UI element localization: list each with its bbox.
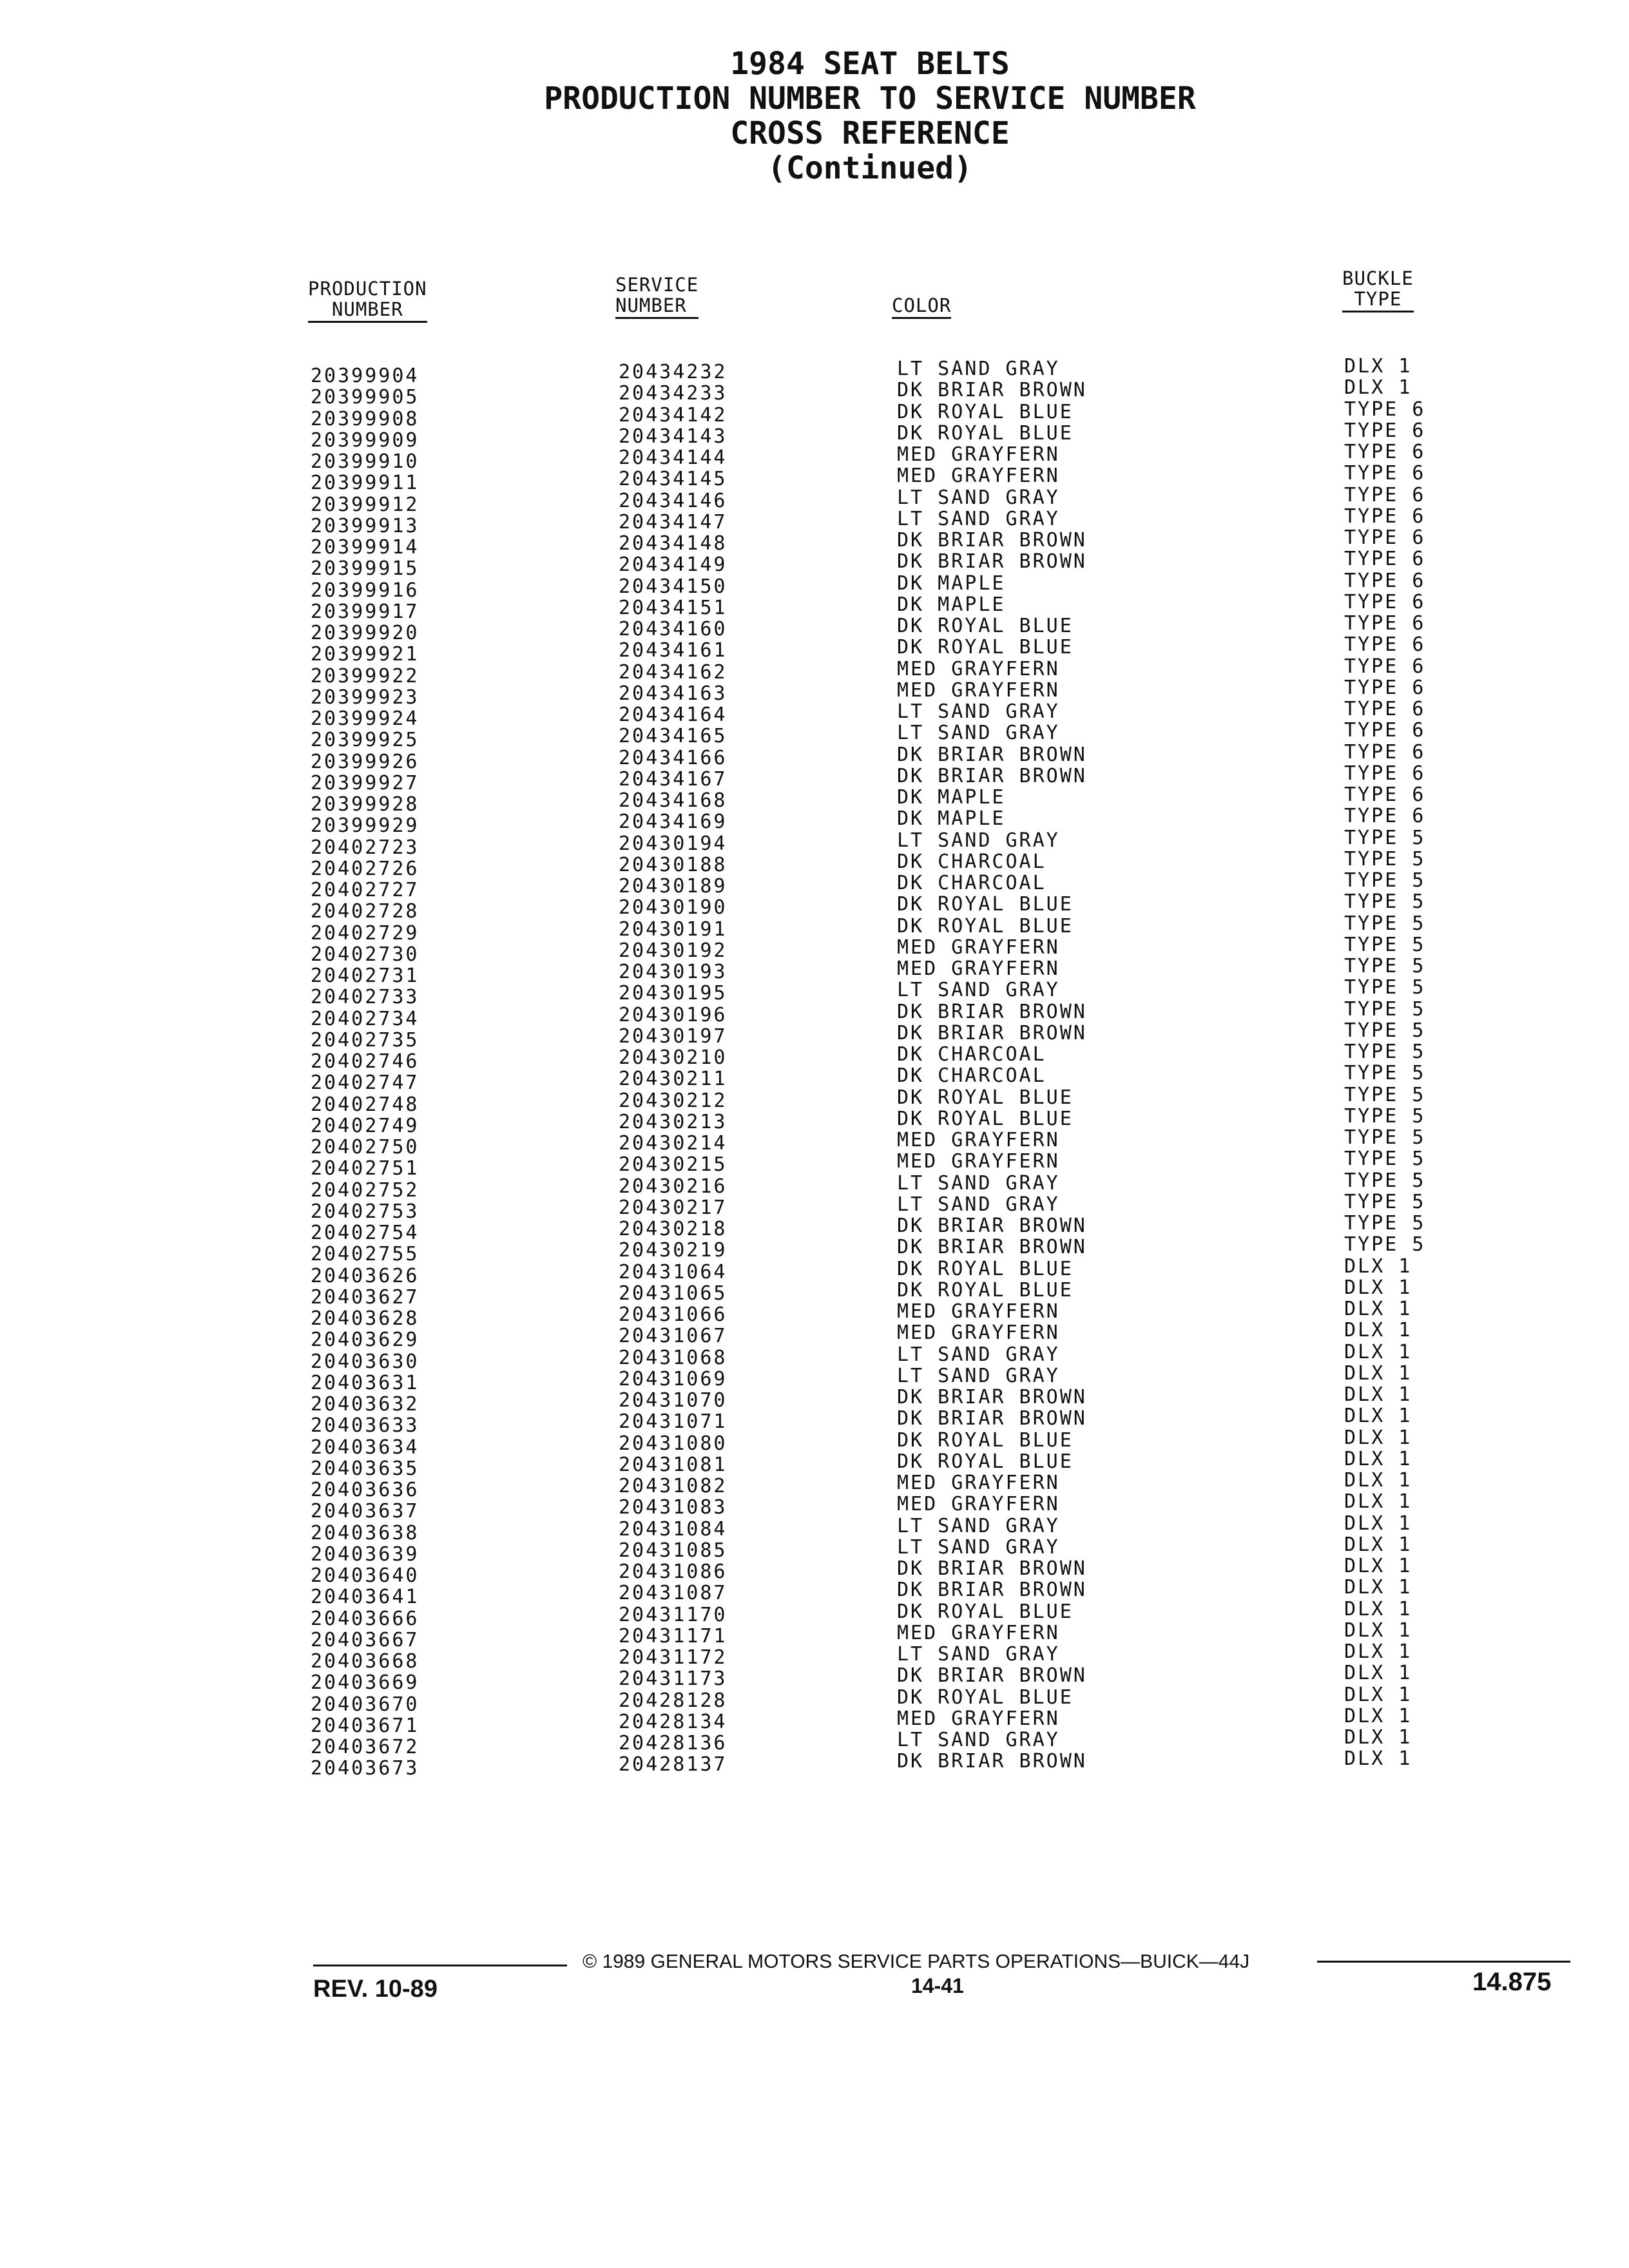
header-production-line-2: NUMBER (331, 298, 403, 320)
buckle-type-cell: DLX 1 (1344, 1683, 1412, 1706)
buckle-type-cell: TYPE 5 (1344, 847, 1426, 870)
color-cell: MED GRAYFERN (897, 936, 1060, 959)
color-cell: DK ROYAL BLUE (897, 615, 1074, 637)
color-cell: DK BRIAR BROWN (897, 1000, 1087, 1023)
service-number-cell: 20430213 (619, 1110, 728, 1133)
service-number-cell: 20430188 (619, 853, 728, 876)
color-cell: DK BRIAR BROWN (897, 1750, 1087, 1773)
color-cell: DK BRIAR BROWN (897, 1021, 1087, 1044)
production-number-cell: 20399904 (311, 365, 419, 387)
production-number-cell: 20399925 (311, 729, 419, 752)
production-number-cell: 20403632 (311, 1393, 419, 1416)
service-number-cell: 20430195 (619, 982, 728, 1005)
production-number-cell: 20402753 (311, 1200, 419, 1223)
buckle-type-cell: DLX 1 (1344, 1555, 1412, 1577)
service-number-cell: 20431067 (619, 1325, 728, 1348)
color-cell: MED GRAYFERN (897, 657, 1060, 680)
buckle-type-cell: TYPE 6 (1344, 676, 1426, 699)
production-number-cell: 20403631 (311, 1371, 419, 1394)
production-number-cell: 20403669 (311, 1671, 419, 1695)
production-number-cell: 20403639 (311, 1542, 419, 1566)
buckle-type-cell: DLX 1 (1344, 1361, 1412, 1385)
color-cell: LT SAND GRAY (897, 507, 1060, 530)
production-number-cell: 20403641 (311, 1586, 419, 1609)
service-number-cell: 20431084 (619, 1517, 728, 1541)
color-cell: LT SAND GRAY (897, 1171, 1060, 1195)
production-number-cell: 20399911 (311, 472, 419, 495)
buckle-type-cell: TYPE 5 (1344, 1169, 1426, 1192)
buckle-type-cell: TYPE 6 (1344, 590, 1426, 613)
color-cell: DK ROYAL BLUE (897, 914, 1074, 937)
title-line-4: (Continued) (767, 150, 972, 186)
production-number-cell: 20403671 (311, 1714, 419, 1737)
header-buckle-type (1342, 268, 1414, 312)
buckle-type-cell: DLX 1 (1344, 355, 1412, 378)
buckle-type-cell: TYPE 6 (1344, 655, 1426, 678)
production-number-cell: 20399914 (311, 536, 419, 559)
buckle-type-cell: DLX 1 (1344, 1276, 1412, 1299)
color-cell: DK MAPLE (897, 807, 1006, 831)
buckle-type-cell: DLX 1 (1344, 1254, 1412, 1278)
production-number-cell: 20403633 (311, 1414, 419, 1437)
color-cell: DK ROYAL BLUE (897, 636, 1074, 659)
buckle-type-cell: TYPE 6 (1344, 462, 1426, 485)
buckle-type-cell: TYPE 6 (1344, 805, 1426, 828)
service-number-cell: 20430219 (619, 1239, 728, 1262)
buckle-type-cell: TYPE 6 (1344, 526, 1426, 549)
color-cell: MED GRAYFERN (897, 1707, 1060, 1730)
production-number-cell: 20399921 (311, 643, 419, 666)
header-buckle-line-1: BUCKLE (1342, 267, 1414, 289)
header-underline (308, 321, 427, 323)
production-number-cell: 20402754 (311, 1222, 419, 1244)
color-cell: DK ROYAL BLUE (897, 400, 1074, 423)
buckle-type-cell: TYPE 6 (1344, 719, 1426, 742)
color-cell: DK ROYAL BLUE (897, 893, 1074, 916)
color-cell: DK BRIAR BROWN (897, 379, 1087, 402)
color-cell: DK CHARCOAL (897, 872, 1046, 894)
buckle-type-cell: DLX 1 (1344, 1533, 1412, 1556)
production-number-cell: 20402729 (311, 921, 419, 945)
service-number-cell: 20431172 (619, 1646, 728, 1669)
buckle-type-cell: TYPE 6 (1344, 548, 1426, 571)
buckle-type-cell: TYPE 5 (1344, 890, 1426, 914)
service-number-cell: 20430212 (619, 1089, 728, 1112)
production-number-cell: 20403634 (311, 1436, 419, 1459)
service-number-cell: 20434165 (619, 725, 728, 748)
production-number-cell: 20403672 (311, 1736, 419, 1758)
service-number-cell: 20430193 (619, 961, 728, 983)
production-number-cell: 20399905 (311, 386, 419, 409)
production-number-cell: 20403626 (311, 1264, 419, 1287)
service-number-cell: 20431086 (619, 1561, 728, 1583)
production-number-cell: 20403628 (311, 1307, 419, 1330)
color-column (897, 358, 1087, 1773)
service-number-cell: 20428134 (619, 1710, 728, 1733)
production-number-cell: 20402731 (311, 965, 419, 987)
buckle-type-cell: TYPE 5 (1344, 826, 1426, 849)
production-number-cell: 20399922 (311, 664, 419, 687)
header-underline (615, 317, 699, 319)
production-number-cell: 20402726 (311, 857, 419, 880)
service-number-cell: 20430197 (619, 1024, 728, 1048)
service-number-cell: 20430196 (619, 1003, 728, 1026)
copyright-notice: © 1989 GENERAL MOTORS SERVICE PARTS OPERATIONS—BUICK—44J (583, 1951, 1250, 1972)
color-cell: DK ROYAL BLUE (897, 421, 1074, 445)
production-number-cell: 20402727 (311, 879, 419, 901)
buckle-type-cell: DLX 1 (1344, 1747, 1412, 1771)
service-number-cell: 20430214 (619, 1132, 728, 1155)
footer-rule-right (1317, 1961, 1570, 1963)
color-cell: DK BRIAR BROWN (897, 529, 1087, 552)
production-number-cell: 20399916 (311, 579, 419, 602)
service-number-cell: 20430191 (619, 918, 728, 941)
header-underline (1342, 311, 1414, 312)
color-cell: MED GRAYFERN (897, 1150, 1060, 1173)
buckle-type-cell: DLX 1 (1344, 1619, 1412, 1642)
service-number-cell: 20430216 (619, 1175, 728, 1198)
service-number-cell: 20431087 (619, 1582, 728, 1605)
production-number-cell: 20399920 (311, 622, 419, 644)
buckle-type-cell: DLX 1 (1344, 1319, 1412, 1342)
service-number-cell: 20434160 (619, 618, 728, 640)
buckle-type-cell: TYPE 5 (1344, 1212, 1426, 1235)
service-number-cell: 20428137 (619, 1753, 728, 1776)
color-cell: MED GRAYFERN (897, 1621, 1060, 1644)
color-cell: DK ROYAL BLUE (897, 1450, 1074, 1473)
color-cell: DK BRIAR BROWN (897, 1407, 1087, 1430)
service-number-cell: 20434151 (619, 596, 728, 619)
production-number-cell: 20399912 (311, 493, 419, 516)
title-line-3: CROSS REFERENCE (730, 115, 1010, 151)
buckle-type-cell: TYPE 6 (1344, 633, 1426, 657)
service-number-cell: 20431080 (619, 1432, 728, 1455)
buckle-type-cell: TYPE 6 (1344, 762, 1426, 785)
buckle-type-cell: TYPE 5 (1344, 1041, 1426, 1063)
buckle-type-cell: DLX 1 (1344, 1512, 1412, 1535)
production-number-cell: 20403670 (311, 1693, 419, 1716)
buckle-type-cell: DLX 1 (1344, 1447, 1412, 1470)
service-number-cell: 20430211 (619, 1068, 728, 1091)
header-production-line-1: PRODUCTION (308, 278, 427, 300)
buckle-type-cell: TYPE 5 (1344, 1148, 1426, 1171)
color-cell: LT SAND GRAY (897, 1535, 1060, 1559)
buckle-type-cell: TYPE 5 (1344, 1190, 1426, 1213)
color-cell: MED GRAYFERN (897, 1129, 1060, 1151)
production-number-cell: 20402748 (311, 1093, 419, 1116)
header-service-line-1: SERVICE (615, 274, 699, 296)
service-number-cell: 20430189 (619, 875, 728, 898)
production-number-cell: 20399910 (311, 450, 419, 473)
service-number-cell: 20430194 (619, 832, 728, 855)
production-number-cell: 20402730 (311, 943, 419, 966)
color-cell: MED GRAYFERN (897, 678, 1060, 702)
color-cell: LT SAND GRAY (897, 1643, 1060, 1666)
color-cell: LT SAND GRAY (897, 722, 1060, 745)
service-number-cell: 20431173 (619, 1667, 728, 1691)
revision-label: REV. 10-89 (313, 1975, 438, 2003)
buckle-type-cell: DLX 1 (1344, 1576, 1412, 1599)
service-number-cell: 20431065 (619, 1282, 728, 1305)
buckle-type-cell: TYPE 6 (1344, 612, 1426, 635)
production-number-cell: 20402735 (311, 1028, 419, 1052)
buckle-type-cell: TYPE 5 (1344, 1104, 1426, 1128)
service-number-cell: 20434150 (619, 575, 728, 598)
service-number-cell: 20434163 (619, 682, 728, 705)
buckle-type-cell: TYPE 6 (1344, 783, 1426, 806)
production-number-cell: 20399923 (311, 686, 419, 709)
production-number-cell: 20403635 (311, 1457, 419, 1480)
buckle-type-cell: TYPE 6 (1344, 505, 1426, 528)
buckle-type-cell: DLX 1 (1344, 1340, 1412, 1363)
color-cell: LT SAND GRAY (897, 979, 1060, 1002)
buckle-type-column (1344, 356, 1425, 1770)
color-cell: DK CHARCOAL (897, 1043, 1046, 1066)
service-number-cell: 20430217 (619, 1196, 728, 1219)
production-number-cell: 20399929 (311, 814, 419, 838)
buckle-type-cell: TYPE 6 (1344, 441, 1426, 463)
production-number-cell: 20403636 (311, 1479, 419, 1501)
color-cell: DK BRIAR BROWN (897, 550, 1087, 573)
buckle-type-cell: DLX 1 (1344, 1383, 1412, 1406)
page-number: 14-41 (911, 1974, 964, 1997)
buckle-type-cell: DLX 1 (1344, 376, 1412, 399)
buckle-type-cell: TYPE 6 (1344, 698, 1426, 720)
service-number-cell: 20431081 (619, 1453, 728, 1476)
color-cell: MED GRAYFERN (897, 1321, 1060, 1345)
service-number-cell: 20430215 (619, 1153, 728, 1177)
production-number-cell: 20403640 (311, 1564, 419, 1587)
header-color-label: COLOR (892, 294, 952, 316)
service-number-cell: 20434144 (619, 447, 728, 469)
production-number-column (311, 365, 419, 1780)
title-line-1: 1984 SEAT BELTS (730, 46, 1010, 82)
color-cell: DK BRIAR BROWN (897, 1386, 1087, 1408)
buckle-type-cell: TYPE 6 (1344, 398, 1426, 421)
service-number-cell: 20428136 (619, 1732, 728, 1754)
production-number-cell: 20399915 (311, 557, 419, 581)
service-number-cell: 20431082 (619, 1475, 728, 1497)
color-cell: LT SAND GRAY (897, 358, 1060, 380)
service-number-cell: 20431083 (619, 1496, 728, 1519)
buckle-type-cell: TYPE 5 (1344, 912, 1426, 935)
buckle-type-cell: TYPE 5 (1344, 933, 1426, 956)
buckle-type-cell: DLX 1 (1344, 1704, 1412, 1727)
header-buckle-line-2: TYPE (1354, 288, 1402, 310)
color-cell: DK BRIAR BROWN (897, 1557, 1087, 1580)
buckle-type-cell: TYPE 5 (1344, 1062, 1426, 1085)
buckle-type-cell: DLX 1 (1344, 1426, 1412, 1449)
service-number-cell: 20434166 (619, 746, 728, 769)
production-number-cell: 20399909 (311, 428, 419, 452)
service-number-cell: 20428128 (619, 1689, 728, 1712)
production-number-cell: 20402752 (311, 1178, 419, 1202)
service-number-cell: 20430192 (619, 939, 728, 962)
buckle-type-cell: TYPE 6 (1344, 419, 1426, 442)
color-cell: MED GRAYFERN (897, 1493, 1060, 1516)
buckle-type-cell: DLX 1 (1344, 1597, 1412, 1620)
header-color (892, 295, 951, 319)
service-number-cell: 20431170 (619, 1603, 728, 1626)
service-number-cell: 20434149 (619, 553, 728, 577)
service-number-cell: 20434168 (619, 789, 728, 812)
buckle-type-cell: TYPE 5 (1344, 1083, 1426, 1106)
service-number-cell: 20434147 (619, 510, 728, 533)
production-number-cell: 20399926 (311, 750, 419, 773)
color-cell: MED GRAYFERN (897, 1300, 1060, 1323)
color-cell: LT SAND GRAY (897, 700, 1060, 723)
header-service-line-2: NUMBER (615, 294, 687, 316)
production-number-cell: 20402746 (311, 1050, 419, 1073)
color-cell: DK ROYAL BLUE (897, 1278, 1074, 1302)
color-cell: LT SAND GRAY (897, 829, 1060, 852)
color-cell: LT SAND GRAY (897, 486, 1060, 509)
service-number-cell: 20434167 (619, 767, 728, 791)
service-number-cell: 20434233 (619, 382, 728, 405)
service-number-cell: 20431069 (619, 1367, 728, 1390)
service-number-cell: 20431085 (619, 1539, 728, 1562)
header-production-number (308, 278, 427, 323)
color-cell: LT SAND GRAY (897, 1514, 1060, 1537)
buckle-type-cell: DLX 1 (1344, 1662, 1412, 1685)
buckle-type-cell: TYPE 5 (1344, 955, 1426, 977)
color-cell: MED GRAYFERN (897, 1472, 1060, 1494)
color-cell: MED GRAYFERN (897, 957, 1060, 980)
service-number-cell: 20431171 (619, 1624, 728, 1648)
production-number-cell: 20403629 (311, 1329, 419, 1352)
production-number-cell: 20403627 (311, 1285, 419, 1309)
color-cell: DK BRIAR BROWN (897, 1215, 1087, 1237)
color-cell: DK BRIAR BROWN (897, 1664, 1087, 1687)
service-number-cell: 20430190 (619, 896, 728, 919)
color-cell: DK ROYAL BLUE (897, 1600, 1074, 1623)
production-number-cell: 20402749 (311, 1114, 419, 1137)
production-number-cell: 20402723 (311, 836, 419, 859)
production-number-cell: 20403668 (311, 1650, 419, 1673)
color-cell: DK ROYAL BLUE (897, 1086, 1074, 1109)
buckle-type-cell: TYPE 6 (1344, 569, 1426, 592)
color-cell: DK BRIAR BROWN (897, 1236, 1087, 1259)
production-number-cell: 20403638 (311, 1521, 419, 1544)
buckle-type-cell: DLX 1 (1344, 1726, 1412, 1749)
color-cell: LT SAND GRAY (897, 1193, 1060, 1216)
footer-rule-left (313, 1965, 567, 1966)
buckle-type-cell: TYPE 6 (1344, 483, 1426, 506)
header-service-number (615, 274, 699, 319)
color-cell: MED GRAYFERN (897, 443, 1060, 466)
service-number-cell: 20434143 (619, 425, 728, 448)
buckle-type-cell: TYPE 5 (1344, 1019, 1426, 1042)
buckle-type-cell: TYPE 6 (1344, 740, 1426, 764)
service-number-cell: 20434161 (619, 639, 728, 662)
service-number-cell: 20434169 (619, 811, 728, 834)
service-number-cell: 20430210 (619, 1046, 728, 1069)
service-number-cell: 20434146 (619, 489, 728, 512)
color-cell: DK ROYAL BLUE (897, 1686, 1074, 1709)
service-number-cell: 20434162 (619, 660, 728, 684)
page-title (412, 46, 1327, 186)
buckle-type-cell: TYPE 5 (1344, 997, 1426, 1021)
service-number-cell: 20434142 (619, 403, 728, 427)
color-cell: DK BRIAR BROWN (897, 764, 1087, 787)
service-number-cell: 20431064 (619, 1260, 728, 1283)
production-number-cell: 20403666 (311, 1607, 419, 1630)
header-underline (892, 317, 951, 319)
service-number-cell: 20431066 (619, 1303, 728, 1326)
production-number-cell: 20403673 (311, 1757, 419, 1780)
buckle-type-cell: DLX 1 (1344, 1640, 1412, 1663)
production-number-cell: 20399917 (311, 600, 419, 623)
color-cell: LT SAND GRAY (897, 1729, 1060, 1751)
buckle-type-cell: DLX 1 (1344, 1490, 1412, 1514)
buckle-type-cell: TYPE 5 (1344, 1126, 1426, 1149)
service-number-cell: 20430218 (619, 1218, 728, 1240)
section-number: 14.875 (1472, 1968, 1552, 1996)
color-cell: DK MAPLE (897, 572, 1006, 595)
service-number-cell: 20434164 (619, 704, 728, 726)
production-number-cell: 20402728 (311, 900, 419, 923)
production-number-cell: 20403667 (311, 1628, 419, 1651)
buckle-type-cell: DLX 1 (1344, 1405, 1412, 1428)
production-number-cell: 20399913 (311, 514, 419, 537)
service-number-cell: 20434148 (619, 532, 728, 555)
color-cell: DK ROYAL BLUE (897, 1257, 1074, 1280)
color-cell: DK MAPLE (897, 593, 1006, 616)
production-number-cell: 20403637 (311, 1500, 419, 1523)
production-number-cell: 20402733 (311, 986, 419, 1009)
color-cell: DK ROYAL BLUE (897, 1428, 1074, 1452)
color-cell: DK BRIAR BROWN (897, 743, 1087, 766)
service-number-cell: 20431068 (619, 1346, 728, 1369)
service-number-cell: 20434145 (619, 468, 728, 491)
service-number-column (619, 361, 728, 1776)
service-number-cell: 20434232 (619, 361, 728, 383)
production-number-cell: 20402751 (311, 1157, 419, 1180)
buckle-type-cell: TYPE 5 (1344, 976, 1426, 999)
production-number-cell: 20403630 (311, 1350, 419, 1373)
buckle-type-cell: TYPE 5 (1344, 869, 1426, 892)
production-number-cell: 20402747 (311, 1072, 419, 1095)
buckle-type-cell: TYPE 5 (1344, 1233, 1426, 1256)
color-cell: LT SAND GRAY (897, 1364, 1060, 1387)
color-cell: DK CHARCOAL (897, 1064, 1046, 1088)
color-cell: DK BRIAR BROWN (897, 1579, 1087, 1602)
color-cell: MED GRAYFERN (897, 465, 1060, 488)
production-number-cell: 20402750 (311, 1136, 419, 1158)
service-number-cell: 20431070 (619, 1389, 728, 1412)
buckle-type-cell: DLX 1 (1344, 1469, 1412, 1492)
color-cell: DK ROYAL BLUE (897, 1107, 1074, 1130)
production-number-cell: 20399927 (311, 771, 419, 794)
buckle-type-cell: DLX 1 (1344, 1298, 1412, 1320)
service-number-cell: 20431071 (619, 1410, 728, 1434)
production-number-cell: 20399928 (311, 793, 419, 816)
production-number-cell: 20402755 (311, 1243, 419, 1266)
color-cell: DK CHARCOAL (897, 850, 1046, 873)
production-number-cell: 20399924 (311, 707, 419, 730)
color-cell: LT SAND GRAY (897, 1343, 1060, 1366)
production-number-cell: 20402734 (311, 1007, 419, 1030)
production-number-cell: 20399908 (311, 407, 419, 430)
title-line-2: PRODUCTION NUMBER TO SERVICE NUMBER (544, 81, 1196, 117)
color-cell: DK MAPLE (897, 786, 1006, 809)
